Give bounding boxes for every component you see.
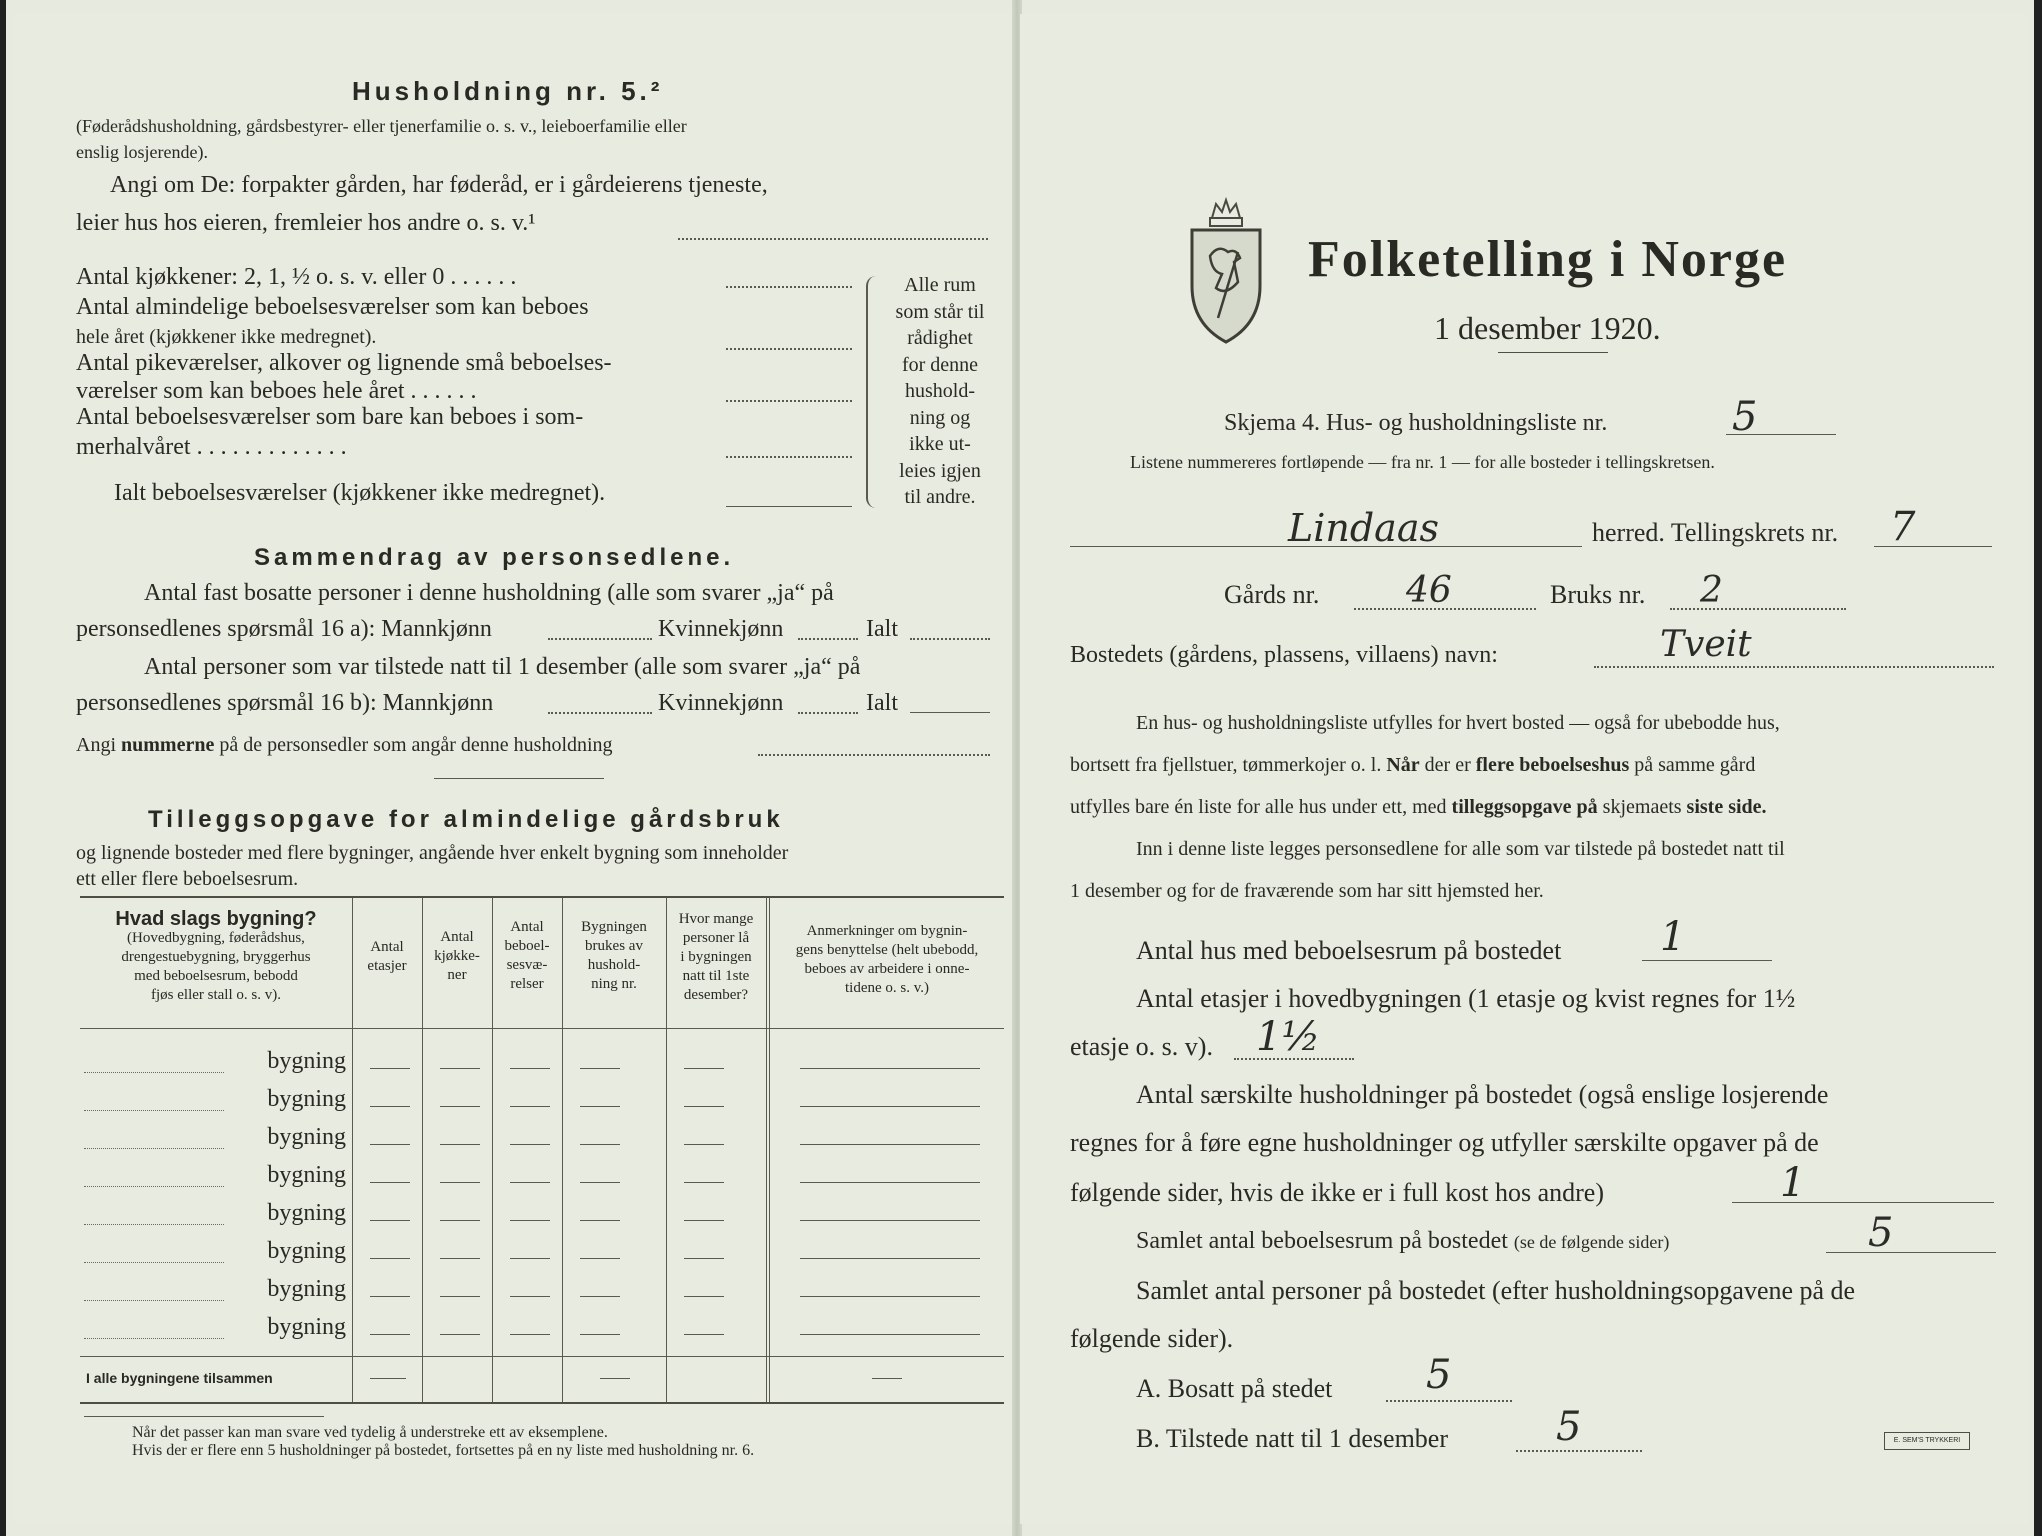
extra-title: Tilleggsopgave for almindelige gårdsbruk [148, 806, 784, 833]
bracket-note-line: rådighet [907, 327, 973, 349]
building-cell-line[interactable] [580, 1068, 620, 1069]
rooms-total-a: Samlet antal beboelsesrum på bostedet [1136, 1228, 1508, 1254]
title-rule [1498, 352, 1608, 353]
building-cell-line[interactable] [370, 1106, 410, 1107]
footnote1: Når det passer kan man svare ved tydelig å understreke ett av eksemplene. [132, 1424, 608, 1441]
building-cell-line[interactable] [580, 1182, 620, 1183]
building-cell-line[interactable] [684, 1334, 724, 1335]
building-cell-line[interactable] [580, 1220, 620, 1221]
building-cell-line[interactable] [580, 1144, 620, 1145]
col-header-rooms-line: relser [510, 976, 544, 992]
maid-rooms-line2: værelser som kan beboes hele året . . . . . . [76, 378, 477, 404]
building-cell-line[interactable] [440, 1258, 480, 1259]
instructions-line4: Inn i denne liste legges personsedlene for alle som var tilstede på bostedet natt til [1136, 838, 1785, 860]
instr-l2d: flere beboelseshus [1475, 754, 1630, 776]
schema-number-value: 5 [1732, 394, 1758, 440]
instructions-line1: En hus- og husholdningsliste utfylles for hvert bosted — også for ubebodde hus, [1136, 712, 1780, 734]
total-row-label: I alle bygningene tilsammen [86, 1370, 273, 1386]
bracket-note-line: til andre. [904, 486, 976, 508]
households-value: 1 [1780, 1160, 1806, 1206]
scan-edge-left [0, 0, 6, 1536]
floors-value: 1½ [1256, 1014, 1321, 1060]
present-total-field[interactable] [910, 712, 990, 713]
col-header-persons-line: Hvor mange [678, 911, 754, 927]
building-row-label: bygning [267, 1200, 346, 1226]
col-header-remarks-line: Anmerkninger om bygnin- [806, 923, 968, 939]
floors-question-line1: Antal etasjer i hovedbygningen (1 etasje og kvist regnes for 1½ [1136, 984, 1796, 1013]
building-type-field[interactable] [84, 1300, 224, 1301]
building-row-label: bygning [267, 1162, 346, 1188]
building-cell-line[interactable] [440, 1220, 480, 1221]
building-cell-line[interactable] [800, 1068, 980, 1069]
building-cell-line[interactable] [510, 1106, 550, 1107]
summary-line4-total: Ialt [866, 690, 898, 716]
numbers-line [76, 734, 613, 757]
building-cell-line[interactable] [440, 1068, 480, 1069]
building-cell-line[interactable] [684, 1144, 724, 1145]
rooms-total-question [1136, 1228, 1669, 1255]
summer-rooms-answer-line [726, 456, 852, 458]
building-cell-line[interactable] [510, 1220, 550, 1221]
herred-label: herred. Tellingskrets nr. [1592, 518, 1839, 547]
angi-line1: Angi om De: forpakter gården, har føderåd, er i gårdeierens tjeneste, [110, 172, 768, 198]
col-header-rooms [492, 918, 562, 994]
col-header-remarks-line: gens benyttelse (helt ubebodd, [795, 942, 979, 958]
herred-value: Lindaas [1288, 506, 1439, 550]
kitchens-answer-line [726, 286, 852, 288]
instructions-line2 [1070, 754, 1755, 777]
rooms-total-field[interactable] [1826, 1252, 1996, 1253]
col-header-rooms-line: Antal [510, 919, 544, 935]
col-header-rooms-line: beboel- [504, 938, 550, 954]
building-type-field[interactable] [84, 1072, 224, 1073]
numbers-answer-line[interactable] [758, 754, 990, 756]
building-type-field[interactable] [84, 1186, 224, 1187]
building-cell-line[interactable] [510, 1296, 550, 1297]
col-header-remarks [770, 922, 1004, 998]
building-cell-line[interactable] [440, 1144, 480, 1145]
building-cell-line[interactable] [510, 1258, 550, 1259]
building-row-label: bygning [267, 1314, 346, 1340]
building-cell-line[interactable] [684, 1106, 724, 1107]
building-cell-line[interactable] [370, 1220, 410, 1221]
right-page [1020, 14, 2028, 1524]
building-cell-line[interactable] [510, 1144, 550, 1145]
bracket-note-line: for denne [901, 353, 979, 376]
bosted-value: Tveit [1660, 624, 1752, 665]
persons-total-line1: Samlet antal personer på bostedet (efter husholdningsopgavene på de [1136, 1276, 1856, 1305]
total-floors-dash [370, 1378, 406, 1379]
summary-line1: Antal fast bosatte personer i denne husholdning (alle som svarer „ja“ på [144, 580, 834, 606]
summer-rooms-line2: merhalvåret . . . . . . . . . . . . . [76, 434, 347, 460]
maid-rooms-line1: Antal pikeværelser, alkover og lignende små beboelses- [76, 350, 612, 376]
building-cell-line[interactable] [800, 1258, 980, 1259]
building-cell-line[interactable] [440, 1106, 480, 1107]
resident-total-field[interactable] [910, 638, 990, 640]
building-cell-line[interactable] [684, 1068, 724, 1069]
instr-l3d: siste side. [1686, 796, 1767, 818]
building-cell-line[interactable] [370, 1068, 410, 1069]
col-header-floors-line: Antal [370, 939, 404, 955]
col-header-floors [352, 938, 422, 976]
building-cell-line[interactable] [684, 1220, 724, 1221]
col-header-persons-line: i bygningen [680, 949, 752, 965]
building-cell-line[interactable] [510, 1334, 550, 1335]
summer-rooms-line1: Antal beboelsesværelser som bare kan beboes i som- [76, 404, 584, 430]
footnote2: Hvis der er flere enn 5 husholdninger på bostedet, fortsettes på en ny liste med husholdning nr. 6. [132, 1442, 755, 1459]
bracket-note-line: ning og [909, 406, 971, 429]
summary-line3: Antal personer som var tilstede natt til 1 desember (alle som svarer „ja“ på [144, 654, 861, 680]
summary-line2-total: Ialt [866, 616, 898, 642]
left-page [14, 14, 1015, 1524]
rooms-total-b: (se de følgende sider) [1513, 1232, 1670, 1252]
building-type-field[interactable] [84, 1262, 224, 1263]
col-header-persons-line: desember? [683, 987, 749, 1003]
building-cell-line[interactable] [510, 1182, 550, 1183]
gards-label: Gårds nr. [1224, 580, 1320, 609]
building-cell-line[interactable] [580, 1296, 620, 1297]
building-cell-line[interactable] [370, 1296, 410, 1297]
building-type-field[interactable] [84, 1110, 224, 1111]
total-rooms-answer-line [726, 506, 852, 507]
houses-field[interactable] [1642, 960, 1772, 961]
household-title: Husholdning nr. 5.² [352, 76, 664, 106]
present-value: 5 [1556, 1404, 1582, 1450]
bruks-field[interactable] [1670, 608, 1846, 610]
instr-l2a: bortsett fra fjellstuer, tømmerkojer o. l. [1070, 754, 1382, 776]
households-line3: følgende sider, hvis de ikke er i full kost hos andre) [1070, 1178, 1604, 1207]
col-header-building-line: fjøs eller stall o. s. v). [151, 987, 281, 1003]
numbers-line-c: på de personsedler som angår denne husholdning [219, 734, 613, 756]
present-female-field[interactable] [798, 712, 858, 714]
col-header-floors-line: etasjer [367, 958, 407, 974]
col-header-used-by [562, 918, 666, 994]
summary-line2-female: Kvinnekjønn [658, 616, 784, 642]
angi-answer-line [678, 238, 988, 240]
building-row-label: bygning [267, 1086, 346, 1112]
header-divider [80, 1028, 1004, 1029]
building-cell-line[interactable] [684, 1182, 724, 1183]
numbers-line-b: nummerne [121, 734, 215, 756]
building-row-label: bygning [267, 1238, 346, 1264]
schema-label: Skjema 4. Hus- og husholdningsliste nr. [1224, 410, 1608, 436]
section-divider [434, 778, 604, 779]
building-type-field[interactable] [84, 1148, 224, 1149]
building-type-field[interactable] [84, 1338, 224, 1339]
bracket-note-line: som står til [895, 300, 985, 323]
houses-value: 1 [1660, 914, 1686, 960]
col-header-used-by-line: ning nr. [591, 976, 637, 992]
col-header-persons [666, 910, 766, 1005]
bruks-value: 2 [1700, 570, 1723, 611]
extra-line1: og lignende bosteder med flere bygninger, angående hver enkelt bygning som inneholder [76, 842, 789, 864]
building-cell-line[interactable] [370, 1334, 410, 1335]
bracket-note-line: ikke ut- [909, 433, 971, 455]
bracket-note-line: hushold- [905, 380, 975, 402]
houses-question: Antal hus med beboelsesrum på bostedet [1136, 936, 1562, 965]
building-cell-line[interactable] [800, 1144, 980, 1145]
form-title: Folketelling i Norge [1308, 231, 1788, 288]
rooms-question-line1: Antal almindelige beboelsesværelser som kan beboes [76, 294, 589, 320]
building-cell-line[interactable] [684, 1296, 724, 1297]
col-header-used-by-line: brukes av [585, 938, 643, 954]
instr-l2c: der er [1424, 754, 1471, 776]
angi-line2: leier hus hos eieren, fremleier hos andre o. s. v.¹ [76, 210, 536, 236]
scan-edge-right [2034, 0, 2042, 1536]
building-cell-line[interactable] [800, 1296, 980, 1297]
maid-rooms-answer-line [726, 400, 852, 402]
present-label: B. Tilstede natt til 1 desember [1136, 1424, 1448, 1453]
col-header-persons-line: personer lå [682, 930, 750, 946]
present-field[interactable] [1516, 1450, 1642, 1452]
building-cell-line[interactable] [580, 1106, 620, 1107]
summary-line4-female: Kvinnekjønn [658, 690, 784, 716]
tellingskrets-value: 7 [1890, 504, 1916, 550]
rooms-answer-line [726, 348, 852, 350]
col-header-kitchens [422, 928, 492, 985]
col-header-building-title: Hvad slags bygning? [115, 908, 317, 930]
total-rooms-question: Ialt beboelsesværelser (kjøkkener ikke medregnet). [114, 480, 606, 506]
col-header-building-line: drengestuebygning, bryggerhus [121, 949, 311, 965]
bruks-label: Bruks nr. [1550, 580, 1646, 609]
building-row-label: bygning [267, 1276, 346, 1302]
bracket [866, 276, 888, 508]
kitchens-question: Antal kjøkkener: 2, 1, ½ o. s. v. eller 0 . . . . . . [76, 264, 517, 290]
building-cell-line[interactable] [440, 1334, 480, 1335]
building-cell-line[interactable] [370, 1182, 410, 1183]
col-header-persons-line: natt til 1ste [682, 968, 750, 984]
extra-line2: ett eller flere beboelsesrum. [76, 868, 299, 890]
building-cell-line[interactable] [580, 1334, 620, 1335]
instr-l2e: på samme gård [1634, 754, 1756, 776]
instructions-line3 [1070, 796, 1767, 819]
instructions-line5: 1 desember og for de fraværende som har sitt hjemsted her. [1070, 880, 1544, 902]
resident-male-field[interactable] [548, 638, 652, 640]
col-header-building [80, 910, 352, 1005]
resident-label: A. Bosatt på stedet [1136, 1374, 1333, 1403]
numbering-note: Listene nummereres fortløpende — fra nr. 1 — for alle bosteder i tellingskretsen. [1130, 452, 1715, 472]
resident-field[interactable] [1386, 1400, 1512, 1402]
bracket-note [890, 272, 990, 511]
building-cell-line[interactable] [440, 1296, 480, 1297]
buildings-table [80, 896, 1004, 1404]
building-cell-line[interactable] [510, 1068, 550, 1069]
building-cell-line[interactable] [800, 1220, 980, 1221]
instr-l3b: tilleggsopgave på [1451, 796, 1598, 818]
building-cell-line[interactable] [800, 1182, 980, 1183]
households-field[interactable] [1732, 1202, 1994, 1203]
building-type-field[interactable] [84, 1224, 224, 1225]
present-male-field[interactable] [548, 712, 652, 714]
building-cell-line[interactable] [684, 1258, 724, 1259]
col-header-used-by-line: Bygningen [581, 919, 647, 935]
building-row-label: bygning [267, 1124, 346, 1150]
floors-question-line2: etasje o. s. v). [1070, 1032, 1213, 1061]
instr-l3c: skjemaets [1602, 796, 1682, 818]
building-cell-line[interactable] [800, 1334, 980, 1335]
bracket-note-line: Alle rum [904, 274, 976, 296]
col-header-used-by-line: hushold- [587, 957, 641, 973]
rooms-question-line2: hele året (kjøkkener ikke medregnet). [76, 326, 377, 348]
households-line2: regnes for å føre egne husholdninger og utfyller særskilte opgaver på de [1070, 1128, 1819, 1157]
persons-total-line2: følgende sider). [1070, 1324, 1234, 1353]
coat-of-arms-icon [1182, 196, 1270, 346]
total-used-dash [600, 1378, 630, 1379]
resident-value: 5 [1426, 1352, 1452, 1398]
col-header-kitchens-line: ner [447, 967, 467, 983]
footnote-rule [84, 1416, 324, 1417]
building-cell-line[interactable] [440, 1182, 480, 1183]
col-header-kitchens-line: Antal [440, 929, 474, 945]
bracket-note-line: leies igjen [899, 459, 981, 482]
total-divider [80, 1356, 1004, 1357]
building-row-label: bygning [267, 1048, 346, 1074]
household-intro-line2: enslig losjerende). [76, 142, 208, 162]
bosted-label: Bostedets (gårdens, plassens, villaens) navn: [1070, 642, 1498, 668]
summary-line4-label: personsedlenes spørsmål 16 b): Mannkjønn [76, 690, 494, 716]
summary-line2-label: personsedlenes spørsmål 16 a): Mannkjønn [76, 616, 492, 642]
col-header-kitchens-line: kjøkke- [434, 948, 480, 964]
numbers-line-a: Angi [76, 734, 116, 756]
gards-value: 46 [1406, 570, 1452, 611]
building-cell-line[interactable] [370, 1144, 410, 1145]
building-cell-line[interactable] [370, 1258, 410, 1259]
rooms-total-value: 5 [1868, 1210, 1894, 1256]
total-remarks-dash [872, 1378, 902, 1379]
households-line1: Antal særskilte husholdninger på bostedet (også enslige losjerende [1136, 1080, 1829, 1109]
building-cell-line[interactable] [800, 1106, 980, 1107]
instr-l3a: utfylles bare én liste for alle hus under ett, med [1070, 796, 1447, 818]
col-header-building-line: (Hovedbygning, føderådshus, [127, 930, 305, 946]
col-header-remarks-line: beboes av arbeidere i onne- [804, 961, 970, 977]
building-cell-line[interactable] [580, 1258, 620, 1259]
bosted-field[interactable] [1594, 666, 1994, 668]
form-subtitle: 1 desember 1920. [1434, 310, 1661, 346]
summary-title: Sammendrag av personsedlene. [254, 544, 735, 571]
household-intro-line1: (Føderådshusholdning, gårdsbestyrer- eller tjenerfamilie o. s. v., leieboerfamilie eller [76, 116, 687, 136]
col-header-building-line: med beboelsesrum, bebodd [134, 968, 298, 984]
col-header-rooms-line: sesvæ- [506, 957, 548, 973]
resident-female-field[interactable] [798, 638, 858, 640]
printer-stamp: E. SEM'S TRYKKERI [1884, 1432, 1970, 1450]
instr-l2b: Når [1386, 754, 1420, 776]
col-header-building-sub [80, 929, 352, 1005]
col-header-remarks-line: tidene o. s. v.) [844, 980, 929, 996]
